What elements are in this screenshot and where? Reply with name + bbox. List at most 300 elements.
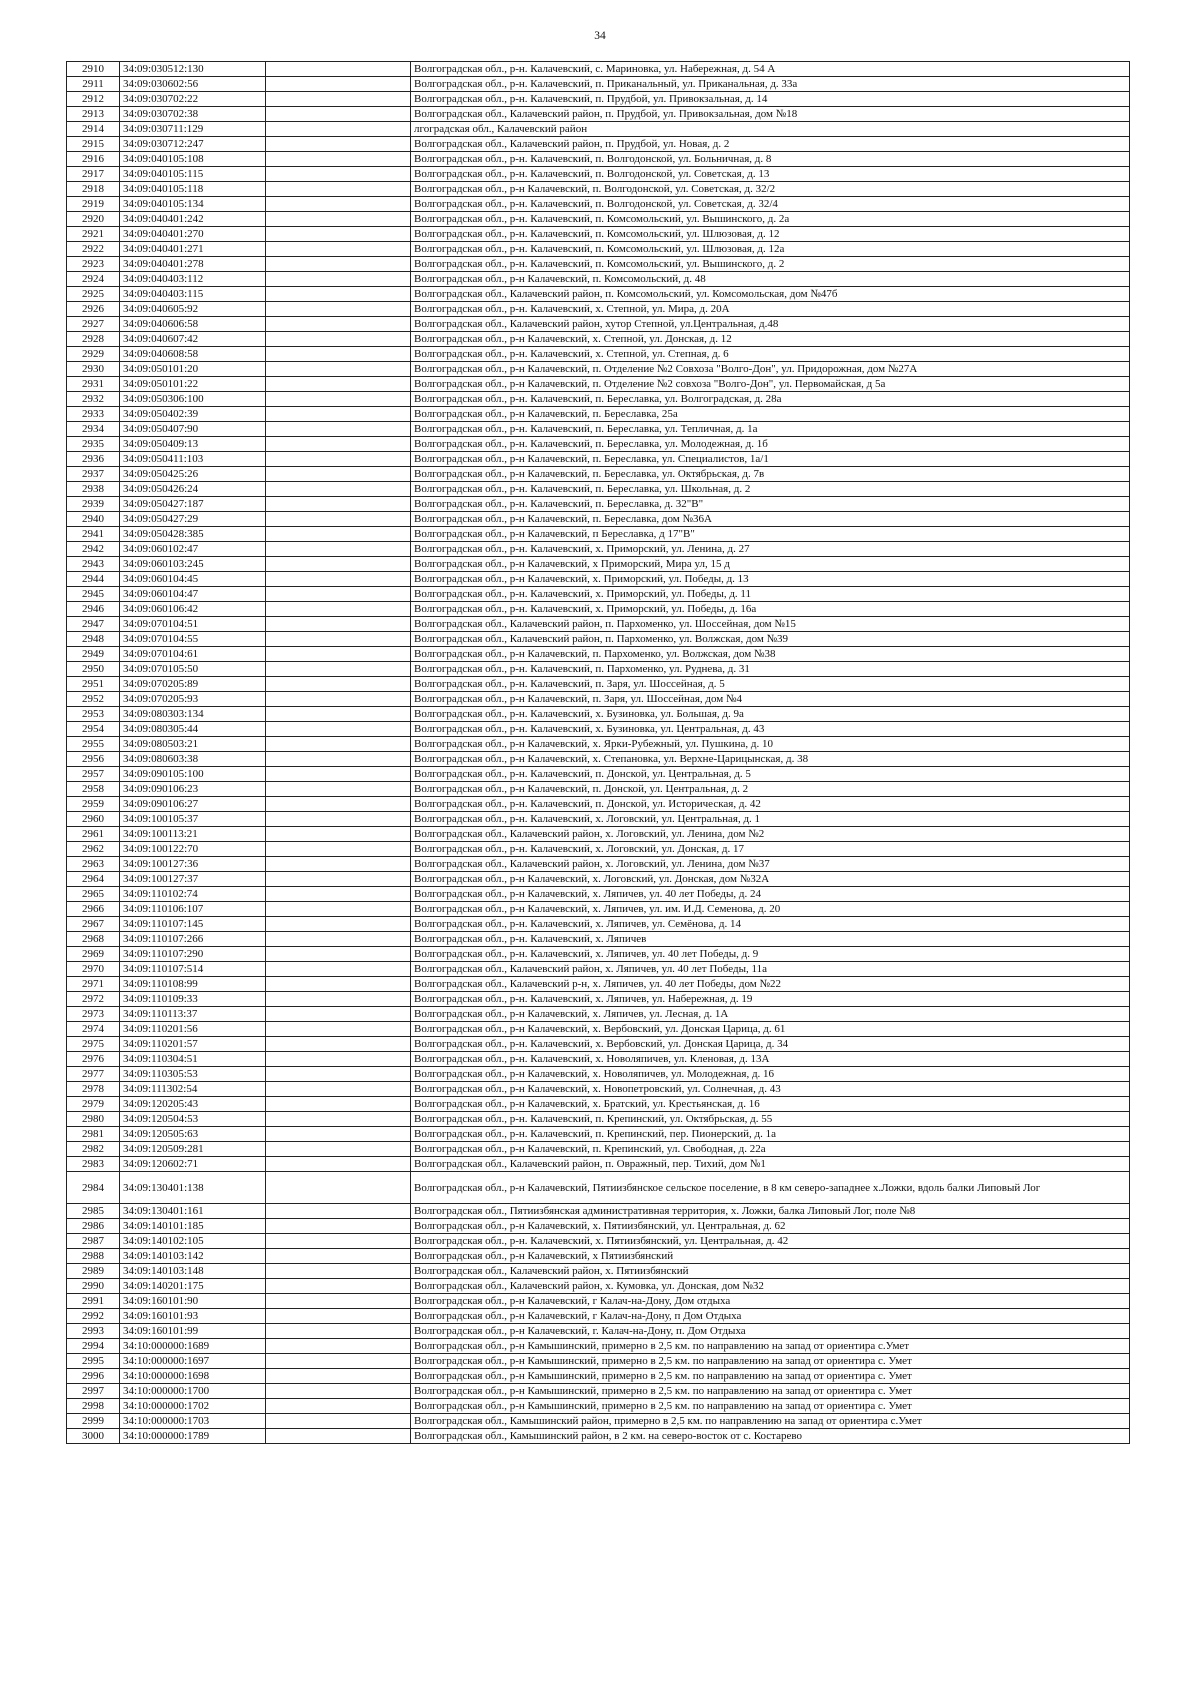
table-row: [67, 212, 1130, 227]
empty-cell: [266, 1279, 411, 1294]
empty-cell: [266, 182, 411, 197]
address-cell: Волгоградская обл., Калачевский район, х. Логовский, ул. Ленина, дом №2: [411, 827, 1130, 842]
empty-cell: [266, 752, 411, 767]
row-number-cell: 2947: [67, 617, 120, 632]
address-cell: Волгоградская обл., р-н Калачевский, п. Волгодонской, ул. Советская, д. 32/2: [411, 182, 1130, 197]
address-cell: Волгоградская обл., р-н. Калачевский, х. Степной, ул. Степная, д. 6: [411, 347, 1130, 362]
address-cell: Волгоградская обл., р-н Калачевский, п. Береславка, 25а: [411, 407, 1130, 422]
empty-cell: [266, 977, 411, 992]
address-cell: Волгоградская обл., р-н Калачевский, х. Ляпичев, ул. 40 лет Победы, д. 24: [411, 887, 1130, 902]
table-row: [67, 1384, 1130, 1399]
empty-cell: [266, 827, 411, 842]
cadastral-number-cell: 34:09:130401:138: [120, 1172, 266, 1204]
cadastral-number-cell: 34:09:110107:145: [120, 917, 266, 932]
empty-cell: [266, 692, 411, 707]
empty-cell: [266, 1142, 411, 1157]
empty-cell: [266, 512, 411, 527]
table-row: [67, 1429, 1130, 1444]
table-row: [67, 1007, 1130, 1022]
address-cell: Волгоградская обл., р-н. Калачевский, х. Ляпичев, ул. Набережная, д. 19: [411, 992, 1130, 1007]
address-cell: Волгоградская обл., р-н. Калачевский, х. Приморский, ул. Ленина, д. 27: [411, 542, 1130, 557]
empty-cell: [266, 1399, 411, 1414]
empty-cell: [266, 362, 411, 377]
cadastral-number-cell: 34:09:140101:185: [120, 1219, 266, 1234]
table-row: [67, 1127, 1130, 1142]
empty-cell: [266, 1309, 411, 1324]
row-number-cell: 2928: [67, 332, 120, 347]
table-row: [67, 197, 1130, 212]
address-cell: Волгоградская обл., р-н Калачевский, г Калач-на-Дону, п Дом Отдыха: [411, 1309, 1130, 1324]
address-cell: Волгоградская обл., р-н. Калачевский, х. Приморский, ул. Победы, д. 16а: [411, 602, 1130, 617]
table-row: [67, 317, 1130, 332]
empty-cell: [266, 917, 411, 932]
row-number-cell: 2966: [67, 902, 120, 917]
cadastral-table: [66, 61, 1130, 1444]
empty-cell: [266, 887, 411, 902]
empty-cell: [266, 527, 411, 542]
empty-cell: [266, 722, 411, 737]
address-cell: Волгоградская обл., р-н Калачевский, х. Степной, ул. Донская, д. 12: [411, 332, 1130, 347]
empty-cell: [266, 347, 411, 362]
cadastral-number-cell: 34:09:070104:51: [120, 617, 266, 632]
empty-cell: [266, 1234, 411, 1249]
empty-cell: [266, 437, 411, 452]
cadastral-number-cell: 34:09:050101:22: [120, 377, 266, 392]
cadastral-number-cell: 34:09:140201:175: [120, 1279, 266, 1294]
table-row: [67, 1022, 1130, 1037]
cadastral-number-cell: 34:09:040105:108: [120, 152, 266, 167]
address-cell: Волгоградская обл., Камышинский район, примерно в 2,5 км. по направлению на запад от ориентира с.Умет: [411, 1414, 1130, 1429]
address-cell: Волгоградская обл., р-н. Калачевский, п. Заря, ул. Шоссейная, д. 5: [411, 677, 1130, 692]
address-cell: Волгоградская обл., Калачевский район, п. Прудбой, ул. Новая, д. 2: [411, 137, 1130, 152]
empty-cell: [266, 1097, 411, 1112]
row-number-cell: 2991: [67, 1294, 120, 1309]
cadastral-number-cell: 34:09:100122:70: [120, 842, 266, 857]
address-cell: Волгоградская обл., р-н Калачевский, п. Береславка, дом №36А: [411, 512, 1130, 527]
row-number-cell: 2912: [67, 92, 120, 107]
row-number-cell: 2918: [67, 182, 120, 197]
row-number-cell: 2925: [67, 287, 120, 302]
address-cell: Волгоградская обл., р-н Камышинский, примерно в 2,5 км. по направлению на запад от ориентира с. Умет: [411, 1384, 1130, 1399]
row-number-cell: 2964: [67, 872, 120, 887]
table-row: [67, 902, 1130, 917]
address-cell: Волгоградская обл., р-н Калачевский, п. Донской, ул. Центральная, д. 2: [411, 782, 1130, 797]
empty-cell: [266, 1249, 411, 1264]
address-cell: Волгоградская обл., р-н Калачевский, х. Ярки-Рубежный, ул. Пушкина, д. 10: [411, 737, 1130, 752]
empty-cell: [266, 632, 411, 647]
empty-cell: [266, 557, 411, 572]
empty-cell: [266, 1037, 411, 1052]
table-row: [67, 77, 1130, 92]
row-number-cell: 2972: [67, 992, 120, 1007]
table-body: [67, 62, 1130, 1444]
row-number-cell: 2949: [67, 647, 120, 662]
table-row: [67, 467, 1130, 482]
address-cell: Волгоградская обл., р-н. Калачевский, х. Логовский, ул. Донская, д. 17: [411, 842, 1130, 857]
empty-cell: [266, 377, 411, 392]
cadastral-number-cell: 34:09:060103:245: [120, 557, 266, 572]
empty-cell: [266, 1127, 411, 1142]
table-row: [67, 1369, 1130, 1384]
row-number-cell: 2982: [67, 1142, 120, 1157]
empty-cell: [266, 797, 411, 812]
address-cell: Волгоградская обл., Калачевский район, х. Пятиизбянский: [411, 1264, 1130, 1279]
cadastral-number-cell: 34:10:000000:1703: [120, 1414, 266, 1429]
cadastral-number-cell: 34:09:050101:20: [120, 362, 266, 377]
empty-cell: [266, 662, 411, 677]
address-cell: Волгоградская обл., р-н Калачевский, Пятиизбянское сельское поселение, в 8 км северо-западнее х.Ложки, вдоль балки Липовый Лог: [411, 1172, 1130, 1204]
row-number-cell: 3000: [67, 1429, 120, 1444]
cadastral-number-cell: 34:09:080305:44: [120, 722, 266, 737]
empty-cell: [266, 1384, 411, 1399]
address-cell: Волгоградская обл., р-н Камышинский, примерно в 2,5 км. по направлению на запад от ориентира с.Умет: [411, 1339, 1130, 1354]
row-number-cell: 2939: [67, 497, 120, 512]
row-number-cell: 2989: [67, 1264, 120, 1279]
row-number-cell: 2952: [67, 692, 120, 707]
address-cell: Волгоградская обл., р-н Калачевский, п. Комсомольский, д. 48: [411, 272, 1130, 287]
cadastral-number-cell: 34:10:000000:1702: [120, 1399, 266, 1414]
cadastral-number-cell: 34:09:110201:56: [120, 1022, 266, 1037]
empty-cell: [266, 1264, 411, 1279]
table-row: [67, 632, 1130, 647]
empty-cell: [266, 332, 411, 347]
row-number-cell: 2958: [67, 782, 120, 797]
row-number-cell: 2934: [67, 422, 120, 437]
row-number-cell: 2930: [67, 362, 120, 377]
table-row: [67, 362, 1130, 377]
address-cell: Волгоградская обл., р-н Калачевский, п. Береславка, ул. Октябрьская, д. 7в: [411, 467, 1130, 482]
row-number-cell: 2983: [67, 1157, 120, 1172]
cadastral-number-cell: 34:09:050402:39: [120, 407, 266, 422]
empty-cell: [266, 857, 411, 872]
cadastral-number-cell: 34:09:080603:38: [120, 752, 266, 767]
cadastral-number-cell: 34:09:040403:115: [120, 287, 266, 302]
table-row: [67, 692, 1130, 707]
table-row: [67, 527, 1130, 542]
empty-cell: [266, 1219, 411, 1234]
cadastral-number-cell: 34:09:100127:36: [120, 857, 266, 872]
address-cell: Волгоградская обл., р-н Калачевский, х. Вербовский, ул. Донская Царица, д. 61: [411, 1022, 1130, 1037]
cadastral-number-cell: 34:09:040608:58: [120, 347, 266, 362]
table-row: [67, 1309, 1130, 1324]
table-row: [67, 752, 1130, 767]
table-row: [67, 332, 1130, 347]
table-row: [67, 572, 1130, 587]
address-cell: Волгоградская обл., р-н. Калачевский, х. Бузиновка, ул. Центральная, д. 43: [411, 722, 1130, 737]
table-row: [67, 962, 1130, 977]
table-row: [67, 647, 1130, 662]
empty-cell: [266, 677, 411, 692]
address-cell: Волгоградская обл., р-н Калачевский, п. Пархоменко, ул. Волжская, дом №38: [411, 647, 1130, 662]
row-number-cell: 2956: [67, 752, 120, 767]
cadastral-number-cell: 34:09:060104:45: [120, 572, 266, 587]
table-row: [67, 617, 1130, 632]
cadastral-number-cell: 34:09:140102:105: [120, 1234, 266, 1249]
row-number-cell: 2977: [67, 1067, 120, 1082]
cadastral-number-cell: 34:09:060104:47: [120, 587, 266, 602]
row-number-cell: 2931: [67, 377, 120, 392]
address-cell: Волгоградская обл., р-н. Калачевский, х. Степной, ул. Мира, д. 20А: [411, 302, 1130, 317]
table-row: [67, 707, 1130, 722]
row-number-cell: 2995: [67, 1354, 120, 1369]
address-cell: Волгоградская обл., р-н. Калачевский, п. Приканальный, ул. Приканальная, д. 33а: [411, 77, 1130, 92]
table-row: [67, 1414, 1130, 1429]
address-cell: Волгоградская обл., р-н. Калачевский, п. Пархоменко, ул. Руднева, д. 31: [411, 662, 1130, 677]
empty-cell: [266, 1339, 411, 1354]
row-number-cell: 2990: [67, 1279, 120, 1294]
address-cell: Волгоградская обл., р-н. Калачевский, п. Прудбой, ул. Привокзальная, д. 14: [411, 92, 1130, 107]
table-row: [67, 1324, 1130, 1339]
table-row: [67, 92, 1130, 107]
empty-cell: [266, 287, 411, 302]
table-row: [67, 512, 1130, 527]
cadastral-number-cell: 34:09:040605:92: [120, 302, 266, 317]
table-row: [67, 182, 1130, 197]
address-cell: Волгоградская обл., р-н. Калачевский, п. Комсомольский, ул. Шлюзовая, д. 12: [411, 227, 1130, 242]
table-row: [67, 272, 1130, 287]
empty-cell: [266, 992, 411, 1007]
cadastral-number-cell: 34:09:050426:24: [120, 482, 266, 497]
address-cell: Волгоградская обл., р-н Калачевский, х. Приморский, ул. Победы, д. 13: [411, 572, 1130, 587]
empty-cell: [266, 257, 411, 272]
cadastral-number-cell: 34:09:100127:37: [120, 872, 266, 887]
row-number-cell: 2967: [67, 917, 120, 932]
cadastral-number-cell: 34:09:120504:53: [120, 1112, 266, 1127]
address-cell: Волгоградская обл., р-н. Калачевский, х. Новоляпичев, ул. Кленовая, д. 13А: [411, 1052, 1130, 1067]
empty-cell: [266, 272, 411, 287]
empty-cell: [266, 422, 411, 437]
row-number-cell: 2965: [67, 887, 120, 902]
row-number-cell: 2969: [67, 947, 120, 962]
cadastral-number-cell: 34:09:040401:271: [120, 242, 266, 257]
table-row: [67, 1264, 1130, 1279]
cadastral-number-cell: 34:09:030702:22: [120, 92, 266, 107]
table-row: [67, 827, 1130, 842]
cadastral-number-cell: 34:09:040403:112: [120, 272, 266, 287]
empty-cell: [266, 902, 411, 917]
address-cell: Волгоградская обл., р-н Калачевский, х Пятиизбянский: [411, 1249, 1130, 1264]
cadastral-number-cell: 34:09:040105:115: [120, 167, 266, 182]
cadastral-number-cell: 34:10:000000:1789: [120, 1429, 266, 1444]
empty-cell: [266, 1157, 411, 1172]
cadastral-number-cell: 34:09:130401:161: [120, 1204, 266, 1219]
address-cell: Волгоградская обл., р-н. Калачевский, п. Крепинский, ул. Октябрьская, д. 55: [411, 1112, 1130, 1127]
row-number-cell: 2992: [67, 1309, 120, 1324]
table-row: [67, 1399, 1130, 1414]
address-cell: лгоградская обл., Калачевский район: [411, 122, 1130, 137]
table-row: [67, 122, 1130, 137]
address-cell: Волгоградская обл., Калачевский район, п. Комсомольский, ул. Комсомольская, дом №47б: [411, 287, 1130, 302]
table-row: [67, 1172, 1130, 1204]
empty-cell: [266, 842, 411, 857]
empty-cell: [266, 737, 411, 752]
table-row: [67, 887, 1130, 902]
empty-cell: [266, 137, 411, 152]
row-number-cell: 2984: [67, 1172, 120, 1204]
row-number-cell: 2913: [67, 107, 120, 122]
cadastral-number-cell: 34:09:050409:13: [120, 437, 266, 452]
address-cell: Волгоградская обл., р-н. Калачевский, п. Донской, ул. Историческая, д. 42: [411, 797, 1130, 812]
cadastral-number-cell: 34:09:160101:90: [120, 1294, 266, 1309]
cadastral-number-cell: 34:09:080303:134: [120, 707, 266, 722]
row-number-cell: 2986: [67, 1219, 120, 1234]
address-cell: Волгоградская обл., р-н Калачевский, п. Отделение №2 Совхоза "Волго-Дон", ул. Придорожная, дом №27А: [411, 362, 1130, 377]
empty-cell: [266, 242, 411, 257]
cadastral-number-cell: 34:09:060102:47: [120, 542, 266, 557]
empty-cell: [266, 947, 411, 962]
address-cell: Волгоградская обл., р-н. Калачевский, п. Комсомольский, ул. Шлюзовая, д. 12а: [411, 242, 1130, 257]
cadastral-number-cell: 34:09:110107:266: [120, 932, 266, 947]
row-number-cell: 2981: [67, 1127, 120, 1142]
row-number-cell: 2993: [67, 1324, 120, 1339]
address-cell: Волгоградская обл., р-н. Калачевский, п. Береславка, ул. Тепличная, д. 1а: [411, 422, 1130, 437]
cadastral-number-cell: 34:09:110304:51: [120, 1052, 266, 1067]
empty-cell: [266, 467, 411, 482]
cadastral-number-cell: 34:09:090106:23: [120, 782, 266, 797]
table-row: [67, 1082, 1130, 1097]
address-cell: Волгоградская обл., Калачевский район, х. Логовский, ул. Ленина, дом №37: [411, 857, 1130, 872]
cadastral-number-cell: 34:09:050427:29: [120, 512, 266, 527]
row-number-cell: 2974: [67, 1022, 120, 1037]
address-cell: Волгоградская обл., р-н Калачевский, х Приморский, Мира ул, 15 д: [411, 557, 1130, 572]
row-number-cell: 2917: [67, 167, 120, 182]
cadastral-number-cell: 34:09:110107:514: [120, 962, 266, 977]
address-cell: Волгоградская обл., р-н Калачевский, х. Ляпичев, ул. Лесная, д. 1А: [411, 1007, 1130, 1022]
row-number-cell: 2959: [67, 797, 120, 812]
table-row: [67, 947, 1130, 962]
address-cell: Волгоградская обл., р-н. Калачевский, х. Ляпичев, ул. Семёнова, д. 14: [411, 917, 1130, 932]
table-row: [67, 407, 1130, 422]
row-number-cell: 2998: [67, 1399, 120, 1414]
row-number-cell: 2911: [67, 77, 120, 92]
table-row: [67, 1204, 1130, 1219]
address-cell: Волгоградская обл., р-н Камышинский, примерно в 2,5 км. по направлению на запад от ориентира с. Умет: [411, 1369, 1130, 1384]
empty-cell: [266, 1429, 411, 1444]
address-cell: Волгоградская обл., р-н Калачевский, х. Логовский, ул. Донская, дом №32А: [411, 872, 1130, 887]
address-cell: Волгоградская обл., р-н Калачевский, п. Заря, ул. Шоссейная, дом №4: [411, 692, 1130, 707]
row-number-cell: 2985: [67, 1204, 120, 1219]
cadastral-number-cell: 34:10:000000:1700: [120, 1384, 266, 1399]
row-number-cell: 2932: [67, 392, 120, 407]
row-number-cell: 2979: [67, 1097, 120, 1112]
empty-cell: [266, 1022, 411, 1037]
table-row: [67, 107, 1130, 122]
address-cell: Волгоградская обл., р-н. Калачевский, п. Волгодонской, ул. Советская, д. 32/4: [411, 197, 1130, 212]
empty-cell: [266, 1007, 411, 1022]
address-cell: Волгоградская обл., р-н. Калачевский, п. Комсомольский, ул. Вышинского, д. 2а: [411, 212, 1130, 227]
table-row: [67, 1112, 1130, 1127]
empty-cell: [266, 542, 411, 557]
cadastral-number-cell: 34:09:030602:56: [120, 77, 266, 92]
cadastral-number-cell: 34:09:050428:385: [120, 527, 266, 542]
cadastral-number-cell: 34:09:110113:37: [120, 1007, 266, 1022]
cadastral-number-cell: 34:09:060106:42: [120, 602, 266, 617]
empty-cell: [266, 497, 411, 512]
cadastral-number-cell: 34:09:040105:118: [120, 182, 266, 197]
address-cell: Волгоградская обл., Камышинский район, в 2 км. на северо-восток от с. Костарево: [411, 1429, 1130, 1444]
address-cell: Волгоградская обл., р-н Калачевский, г. Калач-на-Дону, п. Дом Отдыха: [411, 1324, 1130, 1339]
row-number-cell: 2942: [67, 542, 120, 557]
row-number-cell: 2953: [67, 707, 120, 722]
address-cell: Волгоградская обл., р-н. Калачевский, х. Вербовский, ул. Донская Царица, д. 34: [411, 1037, 1130, 1052]
address-cell: Волгоградская обл., Калачевский район, п. Пархоменко, ул. Волжская, дом №39: [411, 632, 1130, 647]
address-cell: Волгоградская обл., р-н Калачевский, х. Братский, ул. Крестьянская, д. 16: [411, 1097, 1130, 1112]
row-number-cell: 2940: [67, 512, 120, 527]
table-row: [67, 992, 1130, 1007]
row-number-cell: 2919: [67, 197, 120, 212]
row-number-cell: 2937: [67, 467, 120, 482]
empty-cell: [266, 1172, 411, 1204]
cadastral-number-cell: 34:09:090106:27: [120, 797, 266, 812]
row-number-cell: 2915: [67, 137, 120, 152]
address-cell: Волгоградская обл., Калачевский район, хутор Степной, ул.Центральная, д.48: [411, 317, 1130, 332]
row-number-cell: 2994: [67, 1339, 120, 1354]
empty-cell: [266, 1082, 411, 1097]
row-number-cell: 2980: [67, 1112, 120, 1127]
address-cell: Волгоградская обл., р-н. Калачевский, х. Бузиновка, ул. Большая, д. 9а: [411, 707, 1130, 722]
cadastral-number-cell: 34:10:000000:1689: [120, 1339, 266, 1354]
address-cell: Волгоградская обл., р-н Калачевский, п. Отделение №2 совхоза "Волго-Дон", ул. Первомайская, д 5а: [411, 377, 1130, 392]
table-row: [67, 347, 1130, 362]
row-number-cell: 2936: [67, 452, 120, 467]
empty-cell: [266, 602, 411, 617]
row-number-cell: 2924: [67, 272, 120, 287]
table-row: [67, 257, 1130, 272]
table-row: [67, 977, 1130, 992]
table-row: [67, 392, 1130, 407]
cadastral-number-cell: 34:09:110201:57: [120, 1037, 266, 1052]
cadastral-number-cell: 34:09:110305:53: [120, 1067, 266, 1082]
address-cell: Волгоградская обл., Калачевский район, п. Пархоменко, ул. Шоссейная, дом №15: [411, 617, 1130, 632]
address-cell: Волгоградская обл., р-н Калачевский, п. Крепинский, ул. Свободная, д. 22а: [411, 1142, 1130, 1157]
cadastral-number-cell: 34:09:050411:103: [120, 452, 266, 467]
cadastral-number-cell: 34:09:160101:99: [120, 1324, 266, 1339]
empty-cell: [266, 572, 411, 587]
empty-cell: [266, 92, 411, 107]
cadastral-number-cell: 34:09:030711:129: [120, 122, 266, 137]
row-number-cell: 2975: [67, 1037, 120, 1052]
empty-cell: [266, 122, 411, 137]
row-number-cell: 2963: [67, 857, 120, 872]
row-number-cell: 2999: [67, 1414, 120, 1429]
table-row: [67, 1157, 1130, 1172]
table-row: [67, 917, 1130, 932]
table-row: [67, 587, 1130, 602]
row-number-cell: 2960: [67, 812, 120, 827]
cadastral-number-cell: 34:09:040401:270: [120, 227, 266, 242]
empty-cell: [266, 812, 411, 827]
table-row: [67, 1339, 1130, 1354]
empty-cell: [266, 107, 411, 122]
address-cell: Волгоградская обл., р-н. Калачевский, х. Приморский, ул. Победы, д. 11: [411, 587, 1130, 602]
empty-cell: [266, 62, 411, 77]
row-number-cell: 2973: [67, 1007, 120, 1022]
row-number-cell: 2996: [67, 1369, 120, 1384]
row-number-cell: 2916: [67, 152, 120, 167]
empty-cell: [266, 1067, 411, 1082]
table-row: [67, 842, 1130, 857]
address-cell: Волгоградская обл., р-н Камышинский, примерно в 2,5 км. по направлению на запад от ориентира с. Умет: [411, 1399, 1130, 1414]
cadastral-number-cell: 34:09:111302:54: [120, 1082, 266, 1097]
address-cell: Волгоградская обл., р-н Калачевский, х. Новоляпичев, ул. Молодежная, д. 16: [411, 1067, 1130, 1082]
empty-cell: [266, 302, 411, 317]
cadastral-number-cell: 34:09:050407:90: [120, 422, 266, 437]
address-cell: Волгоградская обл., р-н. Калачевский, п. Береславка, ул. Молодежная, д. 1б: [411, 437, 1130, 452]
empty-cell: [266, 587, 411, 602]
cadastral-number-cell: 34:09:100105:37: [120, 812, 266, 827]
cadastral-number-cell: 34:09:160101:93: [120, 1309, 266, 1324]
table-row: [67, 167, 1130, 182]
